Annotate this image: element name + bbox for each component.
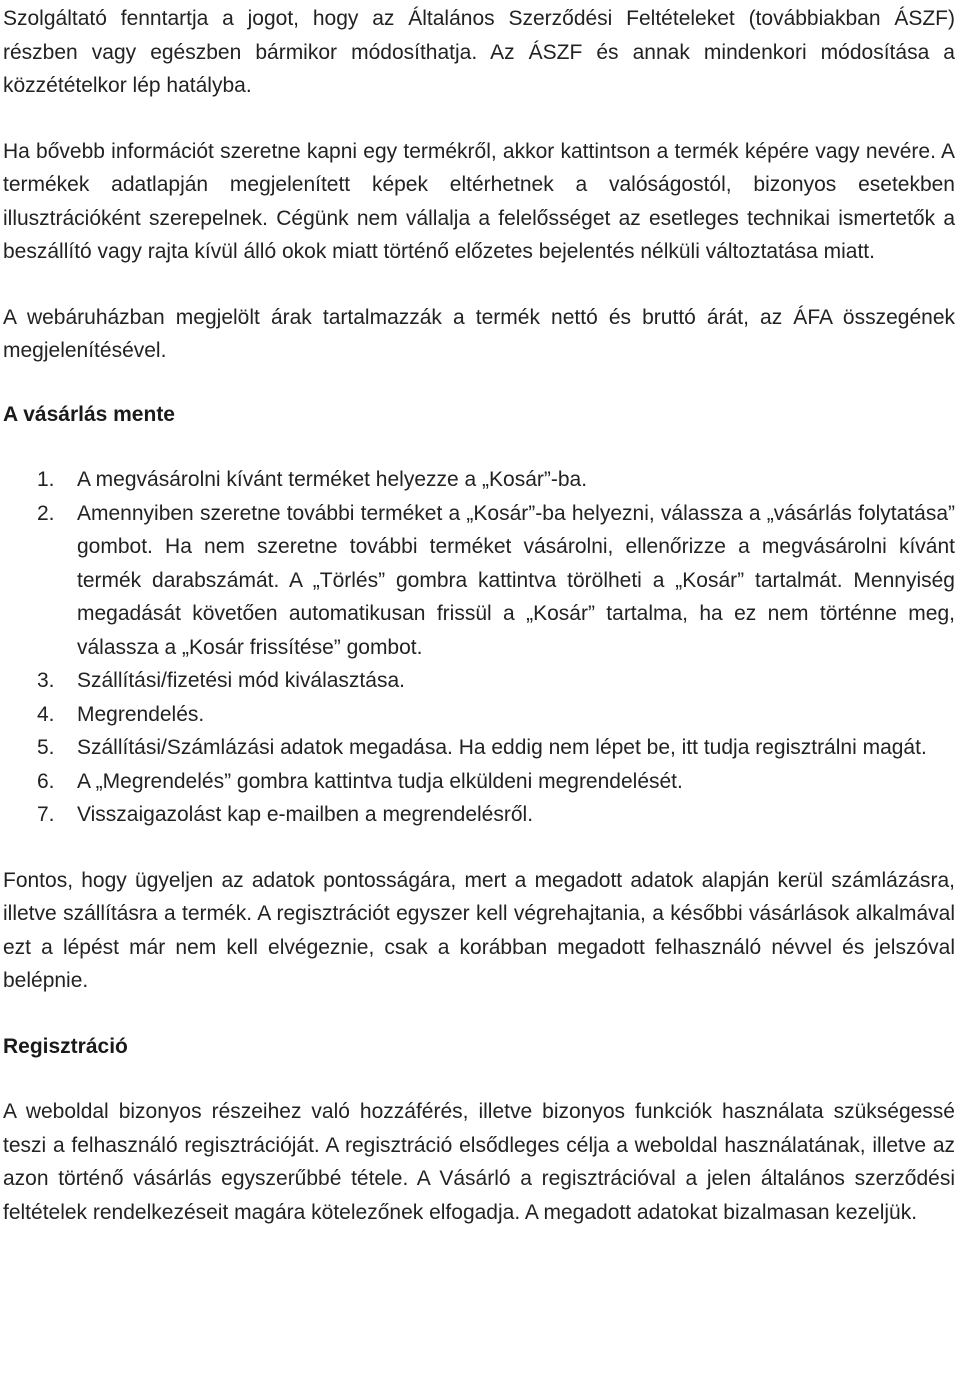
price-info-paragraph: A webáruházban megjelölt árak tartalmazzák a termék nettó és bruttó árát, az ÁFA összegének megjelenítésével.	[3, 305, 955, 362]
step-number: 7.	[37, 803, 55, 826]
data-accuracy-paragraph: Fontos, hogy ügyeljen az adatok pontosságára, mert a megadott adatok alapján kerül számlázásra, illetve szállításra a termék. A regisztrációt egyszer kell végrehajtania, a későbbi vásárlások alkalmával ezt a lépést már nem kell elvégeznie, csak a korábban megadott felhasználó névvel és jelszóval belépnie.	[3, 868, 955, 992]
step-number: 3.	[37, 669, 55, 692]
step-number: 6.	[37, 769, 55, 793]
step-text: Szállítási/Számlázási adatok megadása. Ha eddig nem lépet be, itt tudja regisztrálni magát.	[77, 736, 927, 759]
step-text: Szállítási/fizetési mód kiválasztása.	[77, 669, 405, 692]
step-number: 5.	[37, 736, 55, 759]
product-info-paragraph: Ha bővebb információt szeretne kapni egy termékről, akkor kattintson a termék képére vagy nevére. A termékek adatlapján megjelenített képek eltérhetnek a valóságostól, bizonyos esetekben illusztrációként szerepelnek. Cégünk nem vállalja a felelősséget az esetleges technikai ismertetők a beszállító vagy rajta kívül álló okok miatt történő előzetes bejelentés nélküli változtatása miatt.	[3, 139, 955, 263]
step-number: 4.	[37, 702, 55, 726]
step-text: Visszaigazolást kap e-mailben a megrendelésről.	[77, 803, 534, 826]
registration-heading: Regisztráció	[3, 1034, 128, 1058]
list-item	[3, 798, 955, 832]
terms-modification-paragraph: Szolgáltató fenntartja a jogot, hogy az Általános Szerződési Feltételeket (továbbiakban ÁSZF) részben vagy egészben bármikor módosíthatja. Az ÁSZF és annak mindenkori módosítása a közzétételkor lép hatályba.	[3, 7, 955, 97]
step-text: A megvásárolni kívánt terméket helyezze a „Kosár”-ba.	[77, 468, 588, 491]
step-number: 2.	[37, 501, 55, 525]
step-text: A „Megrendelés” gombra kattintva tudja elküldeni megrendelését.	[77, 769, 683, 793]
step-text: Amennyiben szeretne további terméket a „Kosár”-ba helyezni, válassza a „vásárlás folytatása” gombot. Ha nem szeretne további terméket vásárolni, ellenőrizze a megvásárolni kívánt termék darabszámát. A „Törlés” gombra kattintva törölheti a „Kosár” tartalmát. Mennyiség megadását követően automatikusan frissül a „Kosár” tartalma, ha ez nem történne meg, válassza a „Kosár frissítése” gombot.	[77, 501, 955, 659]
list-item	[3, 698, 955, 732]
purchase-steps-list	[3, 463, 955, 832]
step-number: 1.	[37, 468, 55, 491]
list-item	[3, 497, 955, 665]
list-item	[3, 463, 955, 497]
purchase-heading: A vásárlás mente	[3, 402, 175, 426]
list-item	[3, 731, 955, 765]
list-item	[3, 664, 955, 698]
step-text: Megrendelés.	[77, 702, 205, 726]
terms-document	[3, 0, 955, 1229]
registration-paragraph: A weboldal bizonyos részeihez való hozzáférés, illetve bizonyos funkciók használata szükségessé teszi a felhasználó regisztrációját. A regisztráció elsődleges célja a weboldal használatának, illetve az azon történő vásárlás egyszerűbbé tétele. A Vásárló a regisztrációval a jelen általános szerződési feltételek rendelkezéseit magára kötelezőnek elfogadja. A megadott adatokat bizalmasan kezeljük.	[3, 1100, 955, 1224]
list-item	[3, 765, 955, 799]
